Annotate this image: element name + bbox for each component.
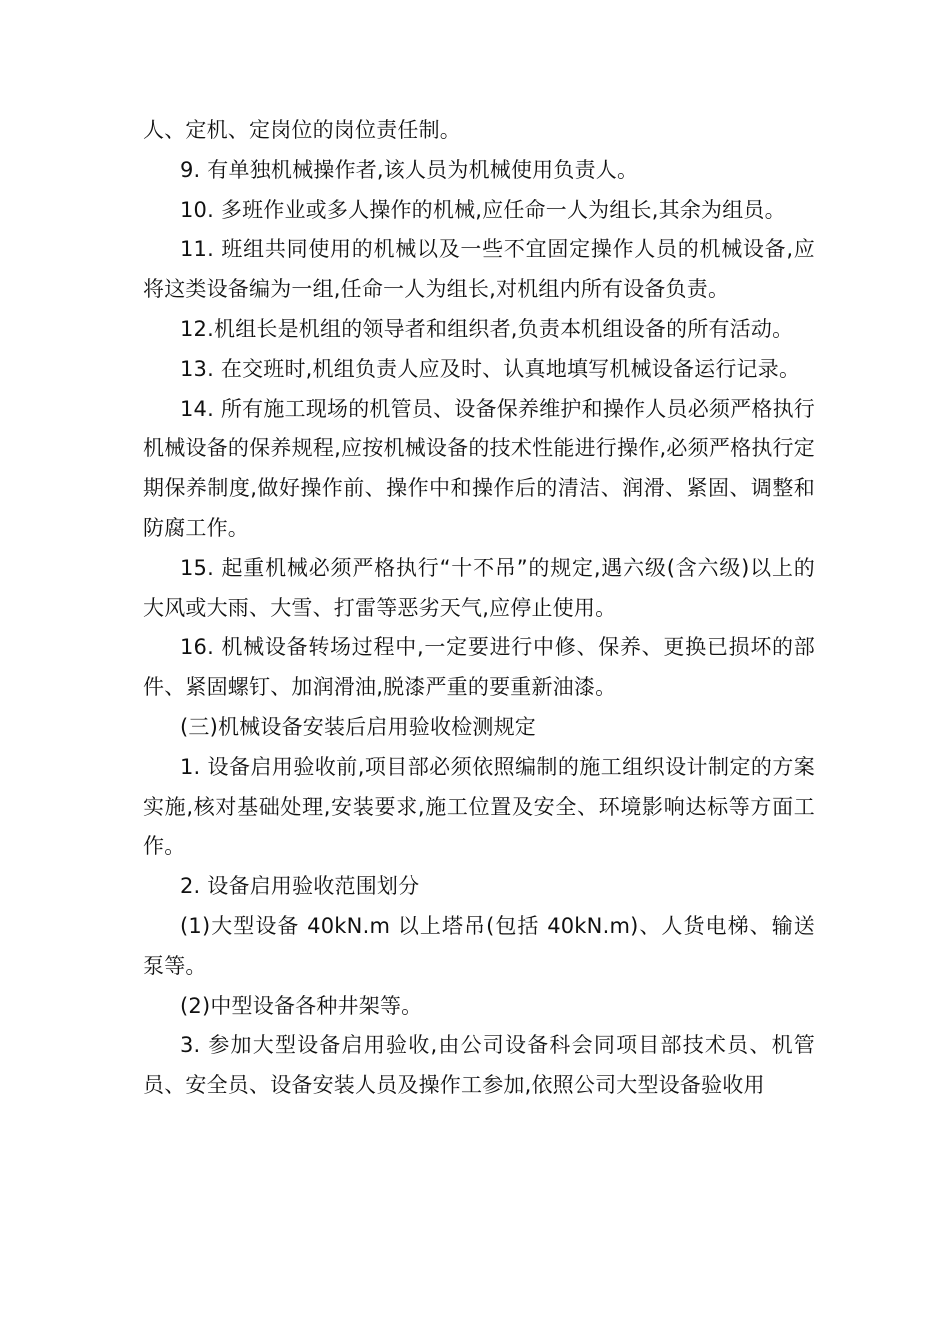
paragraph: 10. 多班作业或多人操作的机械,应任命一人为组长,其余为组员。 (180, 197, 786, 222)
paragraph: (2)中型设备各种井架等。 (180, 993, 423, 1018)
paragraph: 9. 有单独机械操作者,该人员为机械使用负责人。 (180, 157, 639, 182)
section-heading: (三)机械设备安装后启用验收检测规定 (180, 714, 536, 739)
paragraph: 1. 设备启用验收前,项目部必须依照编制的施工组织设计制定的方案实施,核对基础处理,安装要求,施工位置及安全、环境影响达标等方面工作。 (143, 754, 815, 859)
paragraph: 2. 设备启用验收范围划分 (180, 874, 420, 899)
paragraph: 11. 班组共同使用的机械以及一些不宜固定操作人员的机械设备,应将这类设备编为一组,任命一人为组长,对机组内所有设备负责。 (143, 237, 815, 302)
paragraph: 人、定机、定岗位的岗位责任制。 (143, 118, 461, 142)
paragraph: 16. 机械设备转场过程中,一定要进行中修、保养、更换已损坏的部件、紧固螺钉、加润滑油,脱漆严重的要重新油漆。 (143, 635, 815, 700)
paragraph: 13. 在交班时,机组负责人应及时、认真地填写机械设备运行记录。 (180, 356, 801, 381)
paragraph: 3. 参加大型设备启用验收,由公司设备科会同项目部技术员、机管员、安全员、设备安装人员及操作工参加,依照公司大型设备验收用 (143, 1033, 815, 1098)
document-body (143, 111, 815, 1106)
paragraph: 12.机组长是机组的领导者和组织者,负责本机组设备的所有活动。 (180, 316, 794, 341)
paragraph: 15. 起重机械必须严格执行“十不吊”的规定,遇六级(含六级)以上的大风或大雨、大雪、打雷等恶劣天气,应停止使用。 (143, 555, 815, 620)
paragraph: (1)大型设备 40kN.m 以上塔吊(包括 40kN.m)、人货电梯、输送泵等。 (143, 913, 815, 978)
paragraph: 14. 所有施工现场的机管员、设备保养维护和操作人员必须严格执行机械设备的保养规程,应按机械设备的技术性能进行操作,必须严格执行定期保养制度,做好操作前、操作中和操作后的清洁、润滑、紧固、调整和防腐工作。 (143, 396, 815, 540)
